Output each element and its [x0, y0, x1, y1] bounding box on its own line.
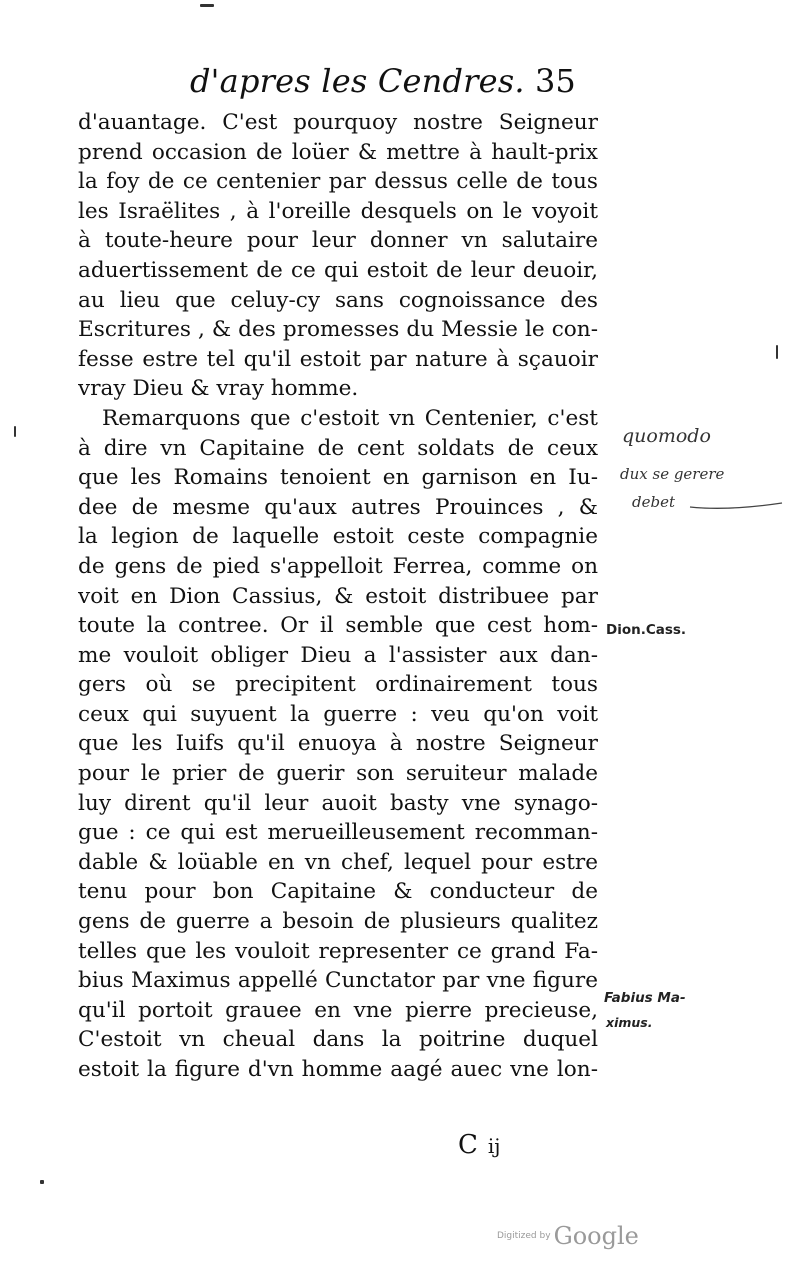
text-line: tenu pour bon Capitaine & conducteur de — [78, 879, 598, 905]
text-line: qu'il portoit grauee en vne pierre precieuse, — [78, 997, 598, 1023]
running-head — [190, 62, 630, 108]
text-line: à dire vn Capitaine de cent soldats de ceux — [78, 435, 598, 461]
handwritten-line: quomodo — [622, 425, 711, 447]
text-line: luy dirent qu'il leur auoit basty vne synago- — [78, 790, 598, 816]
digitized-watermark — [497, 1222, 639, 1250]
text-line: vray Dieu & vray homme. — [78, 376, 359, 402]
text-line: la legion de laquelle estoit ceste compagnie — [78, 524, 598, 550]
text-line: Remarquons que c'estoit vn Centenier, c'est — [102, 405, 598, 431]
scan-speck — [200, 4, 214, 7]
text-line: pour le prier de guerir son seruiteur malade — [78, 761, 598, 787]
marginal-note-fabius-1: Fabius Ma- — [604, 990, 686, 1006]
text-line: ceux qui suyuent la guerre : veu qu'on voit — [78, 701, 598, 727]
signature-numeral: ij — [487, 1134, 501, 1158]
text-line: prend occasion de loüer & mettre à hault-prix — [78, 139, 598, 165]
running-title: d'apres les Cendres. — [190, 62, 525, 100]
text-line: de gens de pied s'appelloit Ferrea, comme on — [78, 553, 598, 579]
text-line: Escritures , & des promesses du Messie le con- — [78, 317, 598, 343]
text-line: d'auantage. C'est pourquoy nostre Seigneur — [78, 110, 598, 135]
scan-speck — [776, 345, 778, 359]
signature-mark — [458, 1130, 511, 1160]
google-logo: Google — [553, 1222, 639, 1250]
text-line: fesse estre tel qu'il estoit par nature à sçauoir — [78, 346, 598, 372]
handwritten-note — [618, 425, 787, 525]
scan-speck — [40, 1180, 44, 1184]
marginal-note-fabius-2: ximus. — [606, 1015, 653, 1030]
text-line: que les Iuifs qu'il enuoya à nostre Seigneur — [78, 731, 598, 757]
text-line: toute la contree. Or il semble que cest hom- — [78, 613, 598, 639]
text-line: voit en Dion Cassius, & estoit distribuee par — [78, 583, 598, 609]
body-text — [78, 108, 598, 1085]
text-line: que les Romains tenoient en garnison en Iu- — [78, 465, 598, 491]
text-line: gens de guerre a besoin de plusieurs qualitez — [78, 909, 598, 935]
text-line: les Israëlites , à l'oreille desquels on le voyoit — [78, 198, 598, 224]
scan-speck — [14, 426, 16, 437]
text-line: bius Maximus appellé Cunctator par vne figure — [78, 968, 598, 994]
handwritten-line: dux se gerere — [620, 465, 725, 483]
page-number: 35 — [535, 62, 576, 100]
text-line: la foy de ce centenier par dessus celle de tous — [78, 169, 598, 195]
signature-letter: C — [458, 1130, 478, 1160]
handwritten-line: debet — [632, 493, 675, 511]
marginal-note-dion: Dion.Cass. — [606, 622, 687, 638]
text-line: gers où se precipitent ordinairement tous — [78, 672, 598, 698]
text-line: au lieu que celuy-cy sans cognoissance des — [78, 287, 598, 313]
text-line: dee de mesme qu'aux autres Prouinces , & — [78, 494, 598, 520]
text-line: gue : ce qui est merueilleusement recomman- — [78, 820, 598, 846]
text-line: telles que les vouloit representer ce grand Fa- — [78, 938, 598, 964]
text-line: C'estoit vn cheual dans la poitrine duquel — [78, 1027, 598, 1053]
text-line: à toute-heure pour leur donner vn salutaire — [78, 228, 598, 254]
text-line: estoit la figure d'vn homme aagé auec vne lon- — [78, 1057, 598, 1082]
watermark-prefix: Digitized by — [497, 1231, 551, 1241]
text-line: aduertissement de ce qui estoit de leur deuoir, — [78, 257, 598, 283]
handwritten-underline — [688, 499, 784, 513]
text-line: dable & loüable en vn chef, lequel pour estre — [78, 849, 598, 875]
text-line: me vouloit obliger Dieu a l'assister aux dan- — [78, 642, 598, 668]
